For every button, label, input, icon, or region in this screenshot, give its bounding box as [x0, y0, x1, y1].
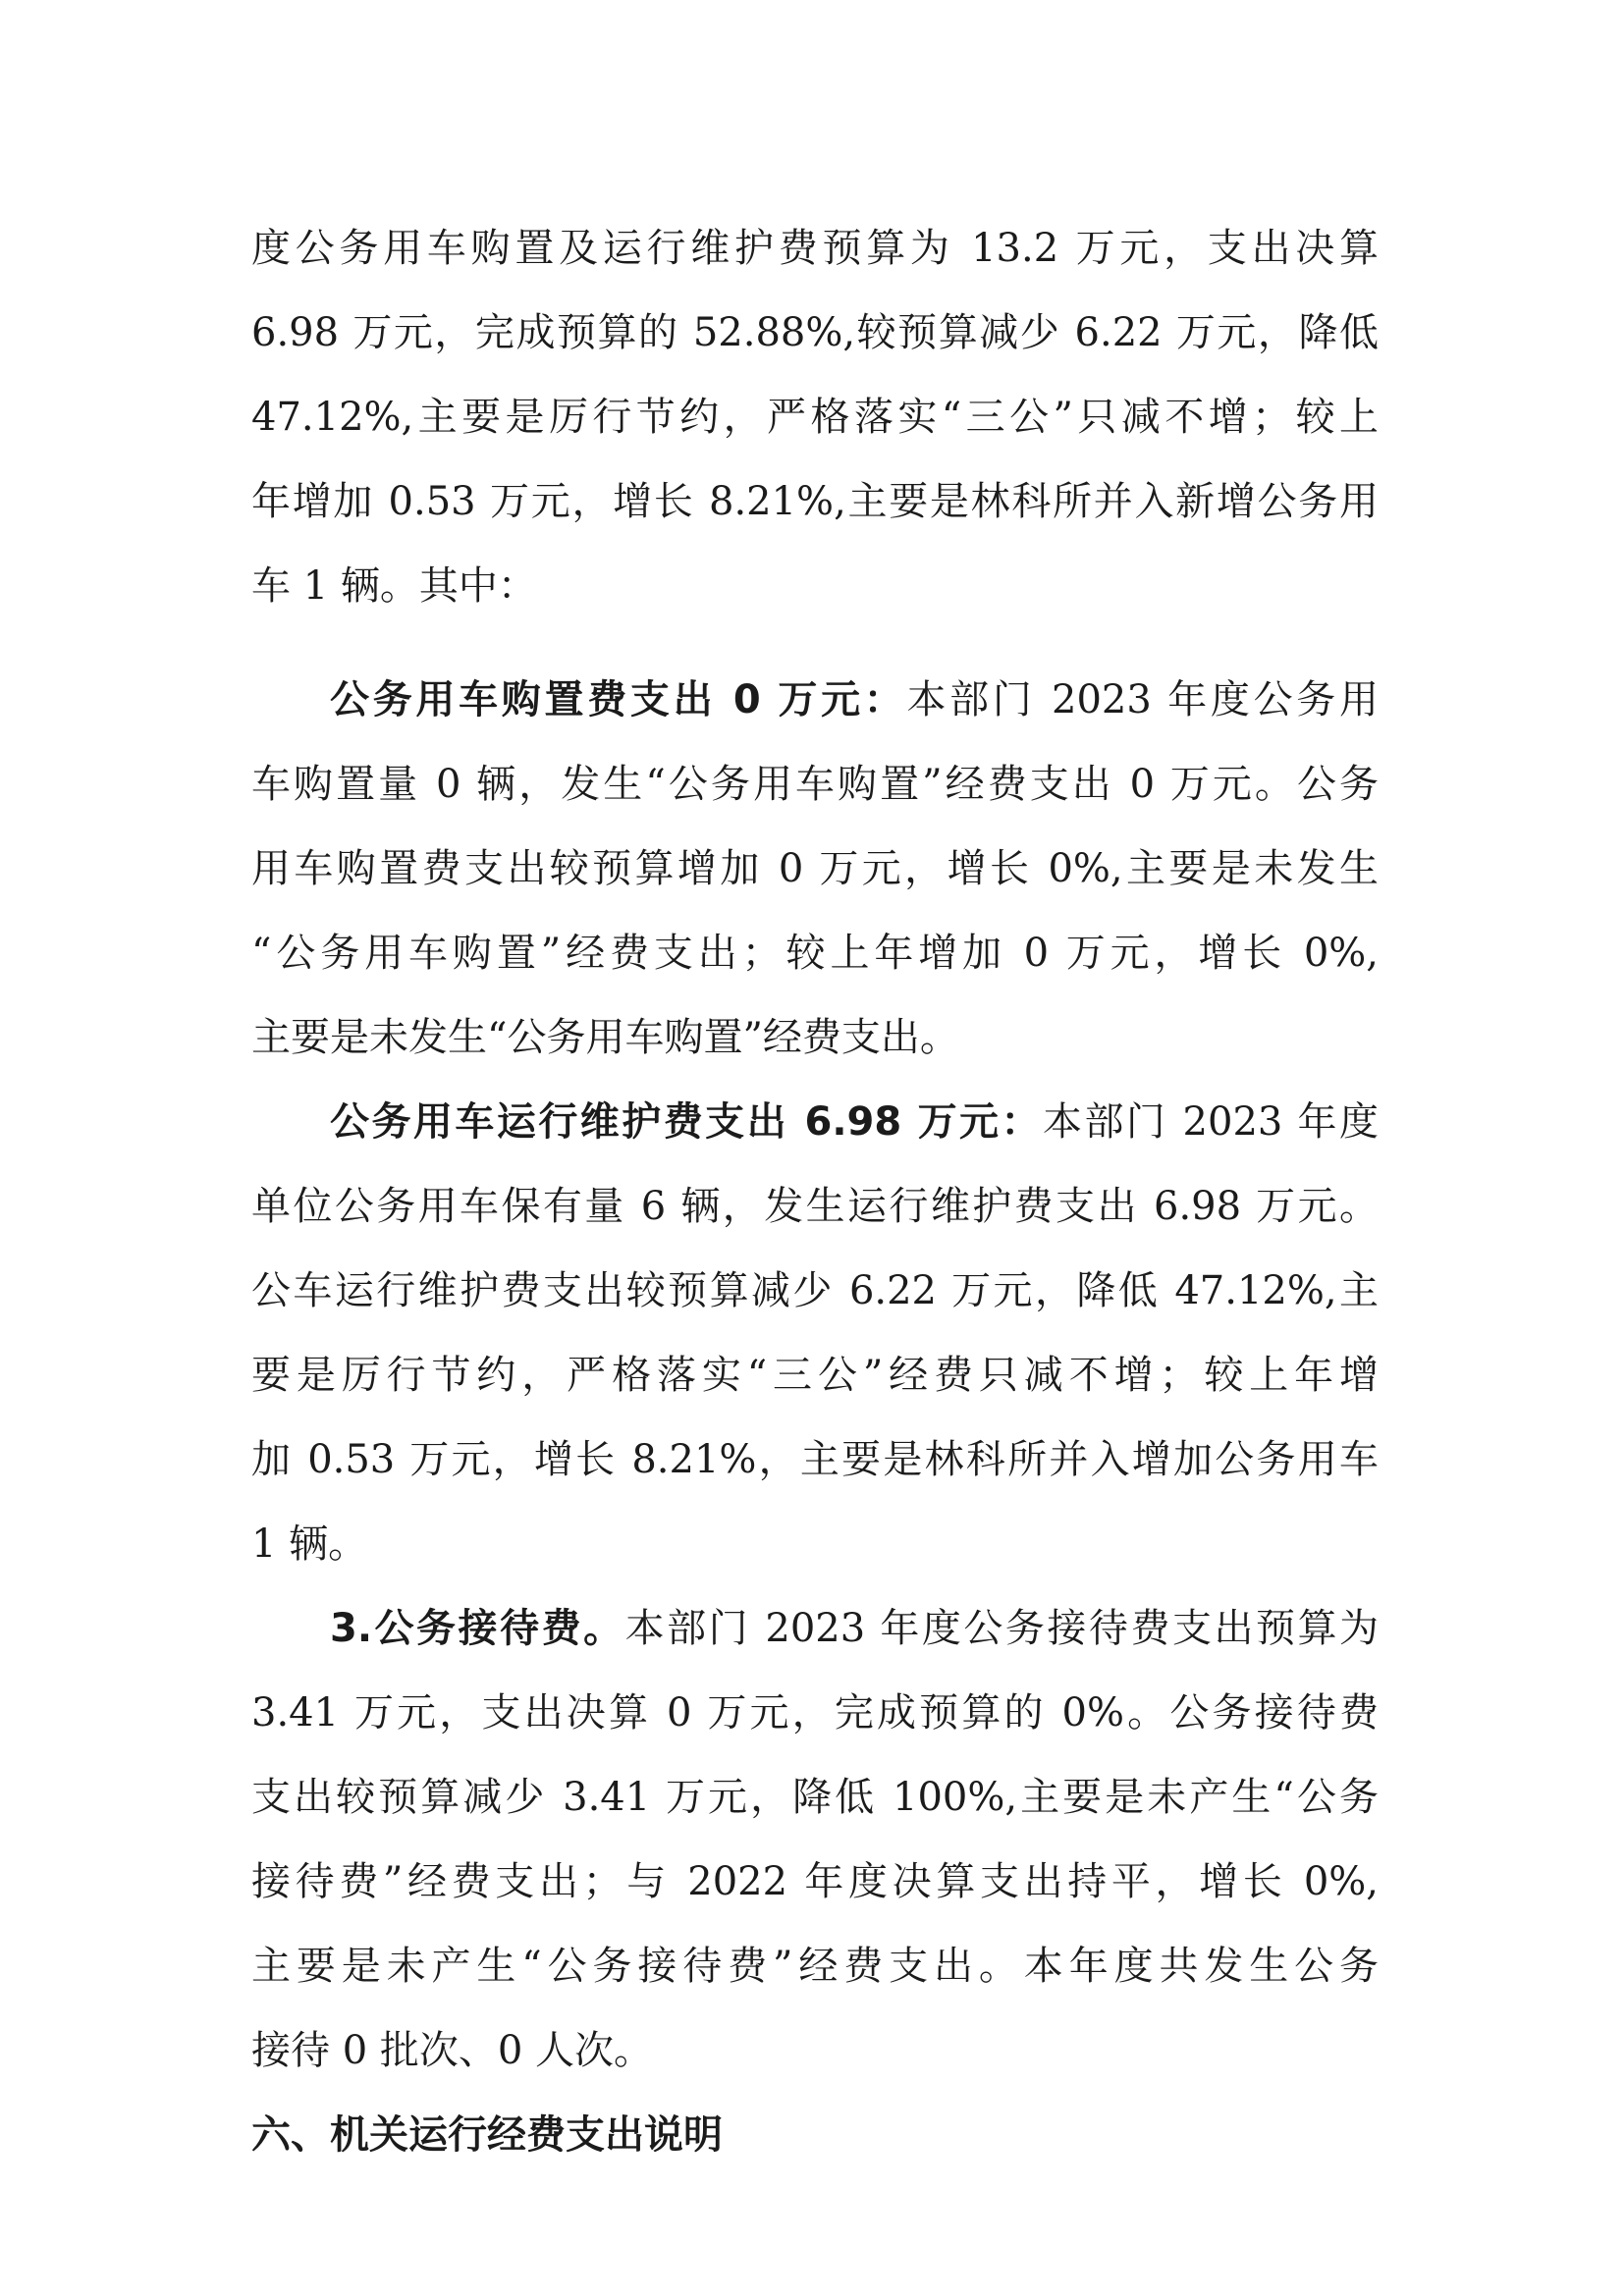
paragraph-lead-heading: 公务用车购置费支出 0 万元： — [330, 677, 907, 722]
paragraph-vehicle-purchase — [251, 658, 1379, 1080]
section-heading-text: 六、机关运行经费支出说明 — [251, 2112, 723, 2158]
paragraph-lead-heading: 3.公务接待费。 — [330, 1606, 625, 1651]
text-line: 主要是未发生“公务用车购置”经费支出。 — [251, 1015, 959, 1060]
text-line — [251, 1586, 1379, 1671]
text-line: 主要是未产生“公务接待费”经费支出。本年度共发生公务 — [251, 1944, 1379, 1989]
paragraph-lead-heading: 公务用车运行维护费支出 6.98 万元： — [330, 1099, 1043, 1145]
text-line: 6.98 万元，完成预算的 52.88%,较预算减少 6.22 万元，降低 — [251, 310, 1379, 355]
text-line: 车购置量 0 辆，发生“公务用车购置”经费支出 0 万元。公务 — [251, 762, 1379, 807]
text-line: 支出较预算减少 3.41 万元，降低 100%,主要是未产生“公务 — [251, 1775, 1379, 1820]
paragraph-vehicle-summary — [251, 206, 1379, 628]
text-run: 本部门 2023 年度公务接待费支出预算为 — [624, 1606, 1379, 1651]
text-line: 接待费”经费支出；与 2022 年度决算支出持平，增长 0%, — [251, 1859, 1379, 1904]
text-run: 本部门 2023 年度公务用 — [906, 677, 1379, 722]
paragraph-vehicle-maintenance — [251, 1080, 1379, 1586]
text-line: 要是厉行节约，严格落实“三公”经费只减不增；较上年增 — [251, 1353, 1379, 1398]
text-line — [251, 658, 1379, 742]
text-line: 公车运行维护费支出较预算减少 6.22 万元，降低 47.12%,主 — [251, 1268, 1379, 1313]
text-line: 3.41 万元，支出决算 0 万元，完成预算的 0%。公务接待费 — [251, 1690, 1379, 1735]
text-line: 单位公务用车保有量 6 辆，发生运行维护费支出 6.98 万元。 — [251, 1184, 1379, 1229]
section-heading — [251, 2093, 1379, 2177]
document-body — [251, 206, 1379, 2177]
text-line: 度公务用车购置及运行维护费预算为 13.2 万元，支出决算 — [251, 226, 1379, 271]
text-line: 年增加 0.53 万元，增长 8.21%,主要是林科所并入新增公务用 — [251, 479, 1379, 524]
text-run: 本部门 2023 年度 — [1042, 1099, 1379, 1145]
text-line: 接待 0 批次、0 人次。 — [251, 2028, 654, 2073]
text-line: “公务用车购置”经费支出；较上年增加 0 万元，增长 0%, — [251, 931, 1379, 976]
text-line: 用车购置费支出较预算增加 0 万元，增长 0%,主要是未发生 — [251, 846, 1379, 891]
paragraph-reception-expense — [251, 1586, 1379, 2093]
text-line: 47.12%,主要是厉行节约，严格落实“三公”只减不增；较上 — [251, 395, 1379, 440]
text-line: 1 辆。 — [251, 1522, 368, 1567]
text-line — [251, 1080, 1379, 1164]
text-line: 车 1 辆。其中： — [251, 563, 537, 609]
text-line: 加 0.53 万元，增长 8.21%，主要是林科所并入增加公务用车 — [251, 1437, 1379, 1482]
